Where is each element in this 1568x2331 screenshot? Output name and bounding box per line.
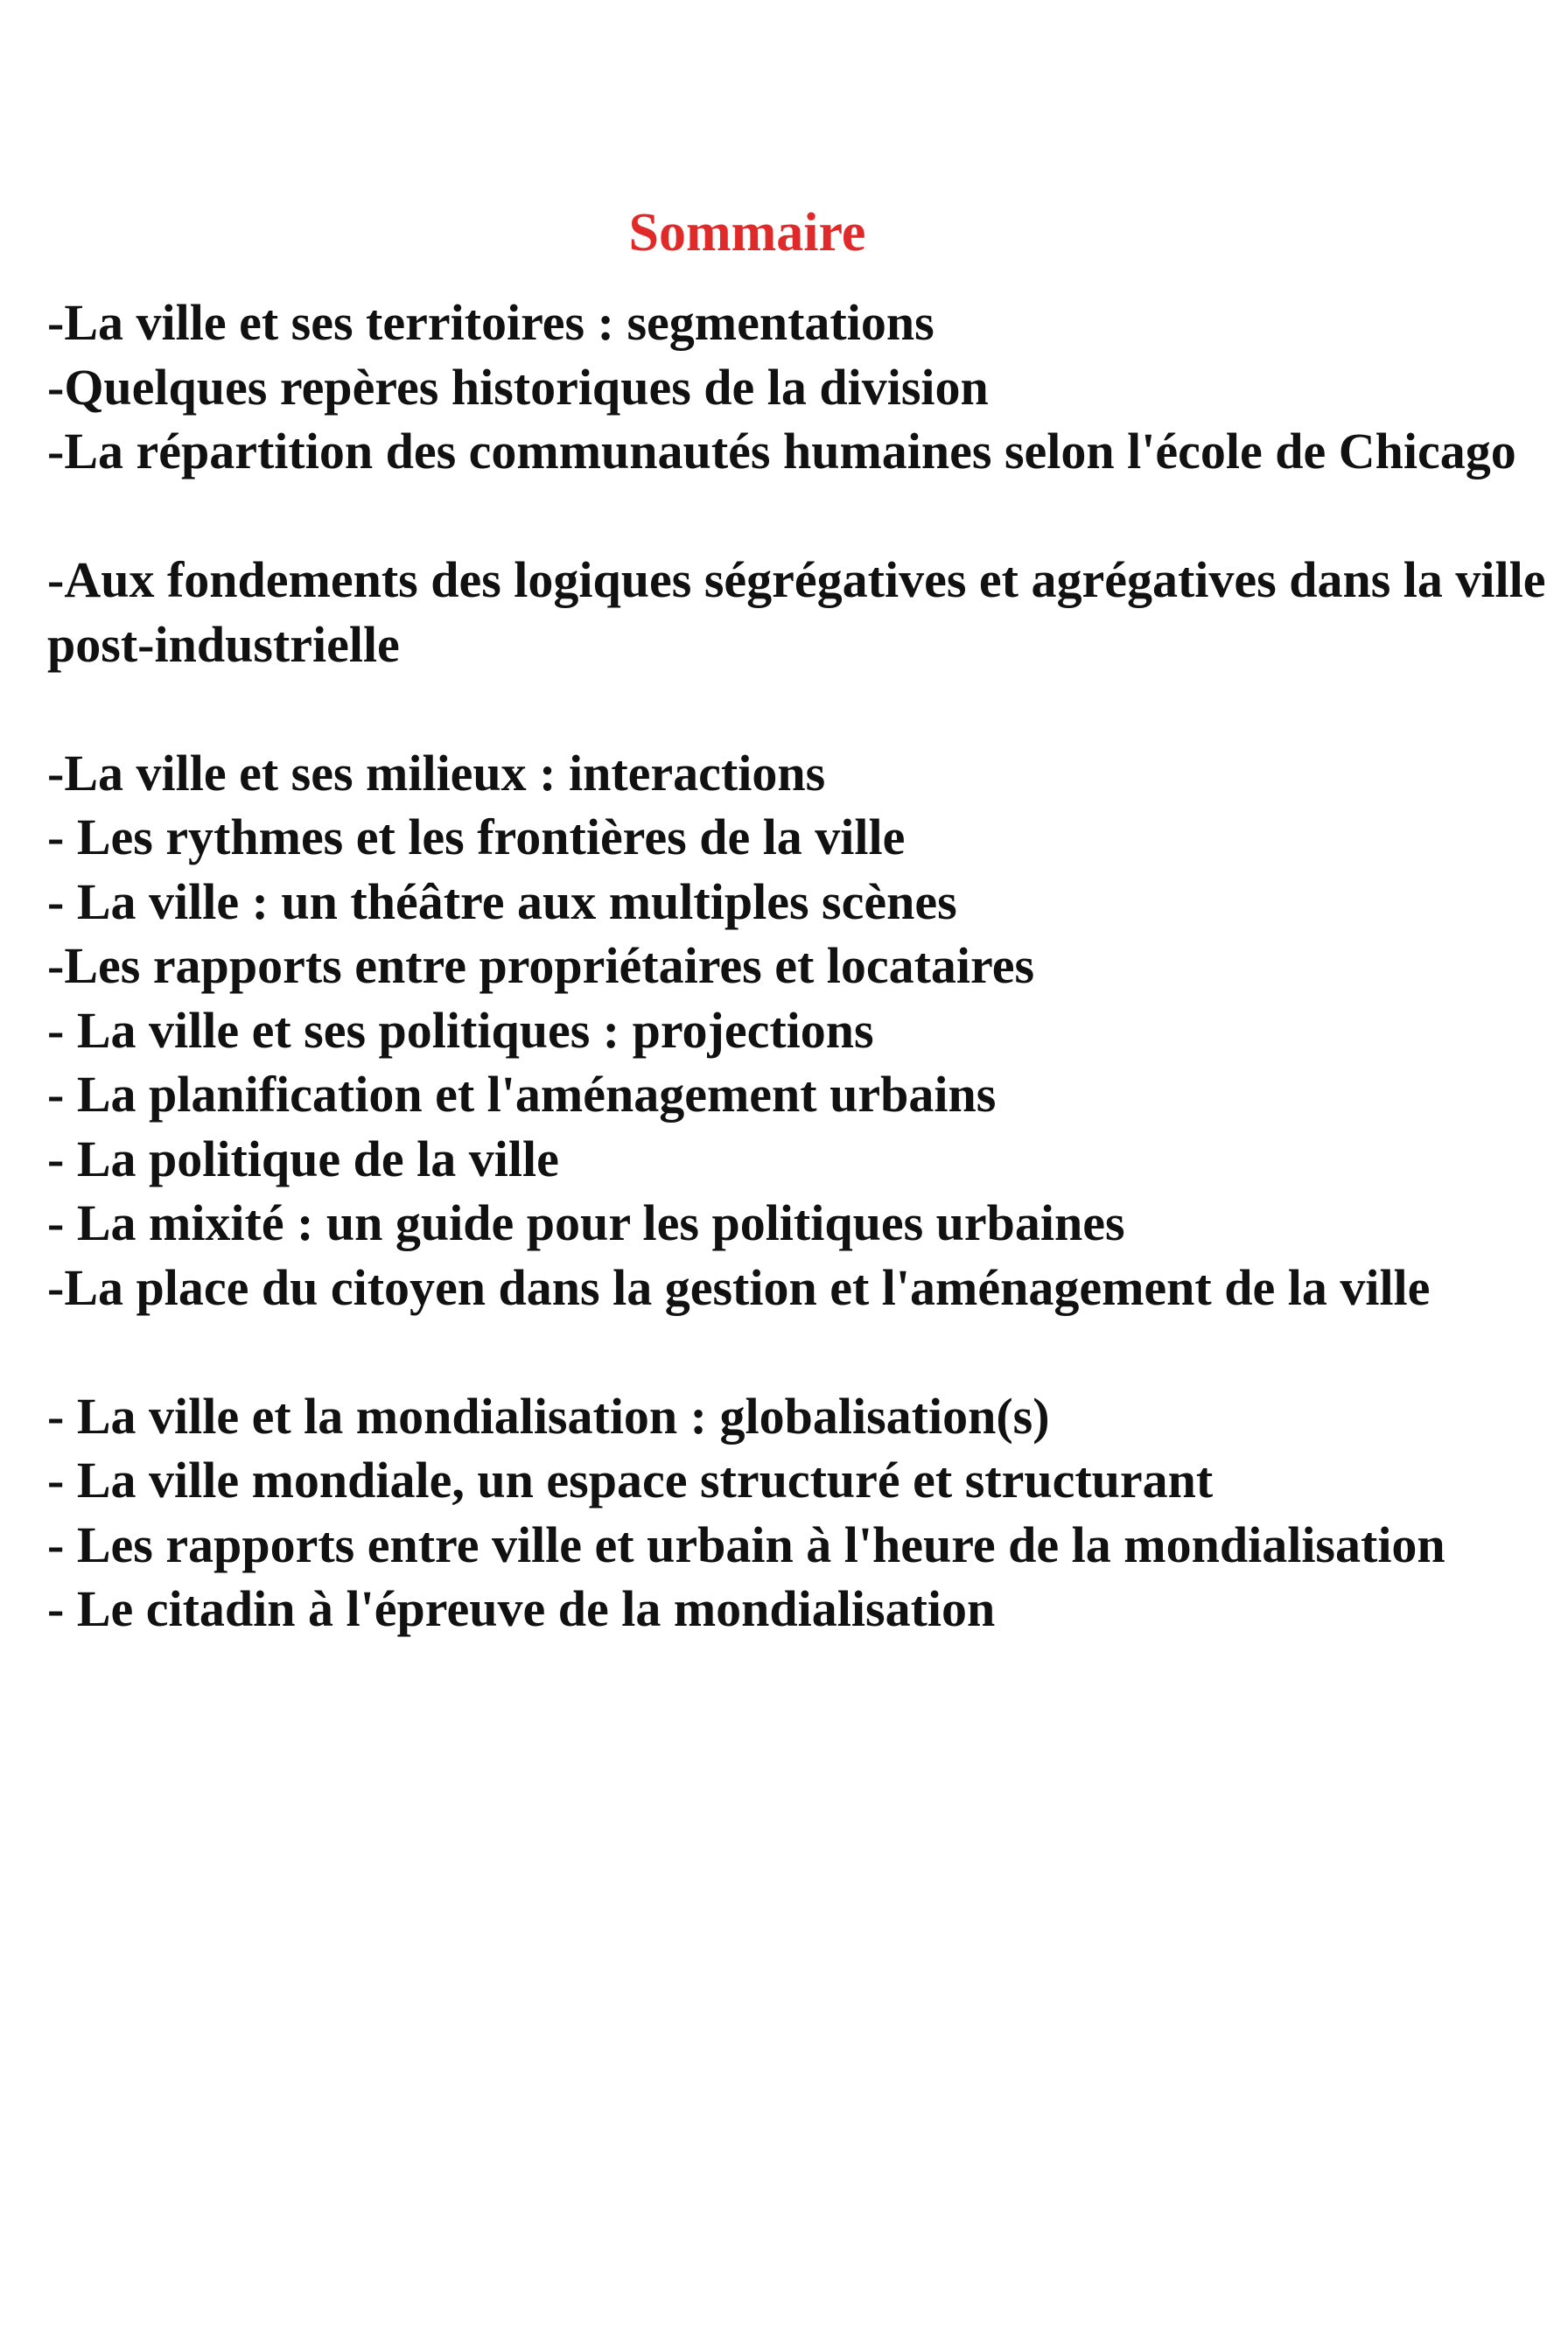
toc-entry: - La ville mondiale, un espace structuré et structurant xyxy=(47,1452,1214,1508)
toc-entry: - Le citadin à l'épreuve de la mondialisation xyxy=(47,1580,996,1637)
toc-entry: -Aux fondements des logiques ségrégatives et agrégatives dans la ville post-industrielle xyxy=(47,551,1546,673)
toc-entry: - La ville et la mondialisation : globalisation(s) xyxy=(47,1387,1050,1445)
toc-entry: -Les rapports entre propriétaires et locataires xyxy=(47,937,1035,994)
toc-entry: -La répartition des communautés humaines selon l'école de Chicago xyxy=(47,423,1516,480)
toc-entry: - La ville et ses politiques : projections xyxy=(47,1001,874,1059)
toc-entry: -La ville et ses territoires : segmentations xyxy=(47,294,934,351)
toc-entry: - La mixité : un guide pour les politiques urbaines xyxy=(47,1194,1125,1251)
toc-entry: -La place du citoyen dans la gestion et l'aménagement de la ville xyxy=(47,1258,1431,1316)
toc-entry: - La ville : un théâtre aux multiples scènes xyxy=(47,872,957,930)
toc-entry: -Quelques repères historiques de la division xyxy=(47,358,989,416)
toc-entry: - La planification et l'aménagement urbains xyxy=(47,1066,997,1123)
toc-entry: - Les rythmes et les frontières de la ville xyxy=(47,808,906,865)
page-title: Sommaire xyxy=(628,202,866,262)
toc-entry: - La politique de la ville xyxy=(47,1130,559,1187)
toc-entry: - Les rapports entre ville et urbain à l'heure de la mondialisation xyxy=(47,1516,1446,1573)
table-of-contents xyxy=(47,290,1552,1642)
toc-entry: -La ville et ses milieux : interactions xyxy=(47,744,826,802)
